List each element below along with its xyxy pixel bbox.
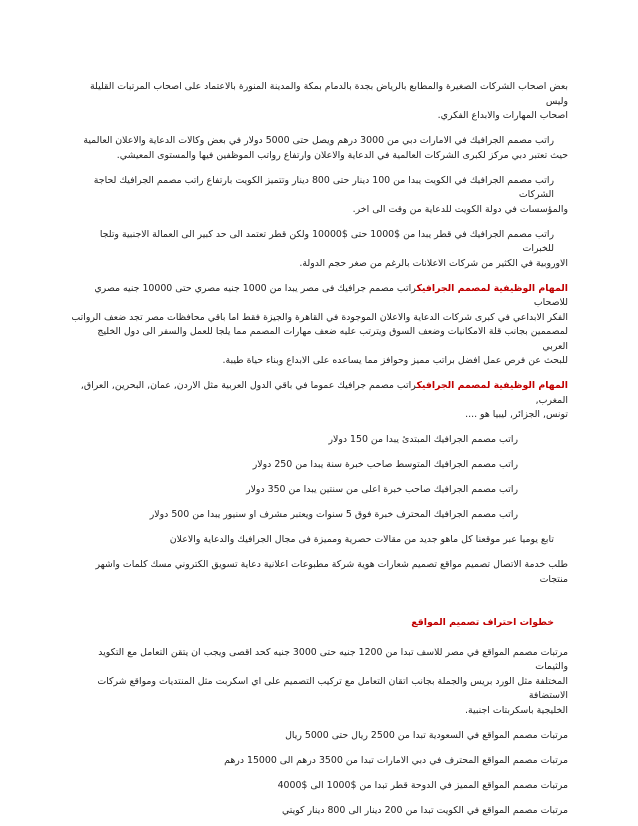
text-line: مرتبات مصمم المواقع في السعودية تبدا من 2500 ريال حتى 5000 ريال (285, 729, 568, 741)
paragraph-qatar-salary (70, 228, 568, 272)
text-line: مرتبات مصمم المواقع في الكويت تبدا من 200 دينار الى 800 دينار كويتي (281, 804, 568, 816)
egypt-line1: راتب مصمم جرافيك فى مصر يبدا من 1000 جنيه مصري حتى 10000 جنيه مصري للاصحاب (94, 282, 568, 308)
web-salary-qatar (70, 779, 568, 794)
paragraph-kuwait-salary (70, 174, 568, 218)
text-line: تونس, الجزائر, ليبيا هو .... (465, 409, 568, 420)
text-line: الاوروبية في الكثير من شركات الاعلانات بالرغم من صغر حجم الدولة. (299, 257, 568, 269)
text-line: راتب مصمم الجرافيك صاحب خبرة اعلى من سنتين يبدا من 350 دولار (246, 484, 518, 495)
salary-level-1 (70, 433, 568, 448)
text-line: اصحاب المهارات والابداع الفكري. (437, 110, 568, 121)
web-salary-saudi (70, 729, 568, 744)
text-line: حيث تعتبر دبي مركز لكبرى الشركات العالمية في الدعاية والاعلان وارتفاع رواتب الموظفين فيها والمستوى المعيشي. (116, 149, 568, 161)
text-line: مرتبات مصمم المواقع المميز في الدوحة قطر تبدا من $1000 الى $4000 (277, 779, 568, 791)
text-line: راتب مصمم الجرافيك في الكويت يبدا من 100 دينار حتى 800 دينار وتتميز الكويت بارتفاع راتب مصمم الجرافيك لحاجة الشركات (93, 174, 554, 200)
text-line: تابع يوميا عبر موقعنا كل ماهو جديد من مقالات حصرية ومميزة فى مجال الجرافيك والدعاية والاعلان (169, 534, 554, 545)
salary-level-4 (70, 508, 568, 523)
web-design-section-title: خطوات احتراف تصميم المواقع (411, 617, 554, 628)
text-line: بعض اصحاب الشركات الصغيرة والمطابع بالرياض بجدة بالدمام بمكة والمدينة المنورة بالاعتماد على اصحاب المرتبات القليلة وليس (89, 81, 568, 107)
text-line: لمصممين بجانب قلة الامكانيات وضعف السوق ويترتب عليه ضعف مهارات المصمم مما يلجا للعمل والسفر الى دول الخليج العربي (97, 326, 568, 352)
text-line (70, 282, 568, 311)
text-line: راتب مصمم الجرافيك المتوسط صاحب خبرة سنة يبدا من 250 دولار (252, 459, 518, 470)
salary-level-2 (70, 458, 568, 473)
text-line: للبحث عن فرص عمل افضل براتب مميز وحوافز مما يساعده على الابداع وبناء حياة طيبة. (222, 355, 568, 366)
text-line: راتب مصمم الجرافيك في قطر يبدا من $1000 حتى $10000 ولكن قطر تعتمد الى حد كبير الى العمالة الاجنبية وتلجا للخبرات (99, 228, 554, 254)
salary-level-3 (70, 483, 568, 498)
text-line: مرتبات مصمم المواقع المحترف في دبي الامارات تبدا من 3500 درهم الى 15000 درهم (224, 754, 568, 766)
text-line: راتب مصمم الجرافيك المبتدئ يبدا من 150 دولار (328, 434, 518, 445)
text-line: الخليجية باسكربتات اجنبية. (465, 704, 568, 716)
paragraph-arab-salary (70, 379, 568, 423)
web-salary-kuwait (70, 804, 568, 819)
paragraph-egypt-web-salary (70, 646, 568, 719)
text-line: راتب مصمم الجرافيك المحترف خبرة فوق 5 سنوات ويعتبر مشرف او سنيور يبدا من 500 دولار (149, 509, 518, 520)
arab-line1: راتب مصمم جرافيك عموما في باقي الدول العربية مثل الاردن, عمان, البحرين, العراق, المغرب, (80, 380, 568, 406)
paragraph-uae-salary (70, 134, 568, 163)
order-service-line (70, 558, 568, 587)
text-line: الفكر الابداعي في كبرى شركات الدعاية والاعلان الموجودة في القاهرة والجيزة فقط اما باقي محافظات مصر تجد ضعف الرواتب (71, 311, 568, 323)
text-line: طلب خدمة الاتصال تصميم مواقع تصميم شعارات هوية شركة مطبوعات اعلانية دعاية تسويق الكتروني مسك كلمات واشهر منتجات (95, 559, 568, 585)
paragraph-egypt-salary (70, 282, 568, 369)
text-line (70, 379, 568, 408)
text-line: والمؤسسات في دولة الكويت للدعاية من وقت الى اخر. (352, 203, 568, 215)
web-salary-uae (70, 754, 568, 769)
text-line: مرتبات مصمم المواقع في مصر للاسف تبدا من 1200 جنيه حتى 3000 جنيه كحد اقصى ويجب ان يتقن التعامل مع التكويد والثيمات (98, 646, 568, 672)
follow-line (70, 533, 568, 548)
text-line: راتب مصمم الجرافيك في الامارات دبي من 3000 درهم ويصل حتى 5000 دولار في بعض وكالات الدعاية والاعلان العالمية (83, 135, 554, 146)
egypt-heading: المهام الوظيفية لمصمم الجرافيك (416, 282, 568, 294)
text-line: المختلفة مثل الورد بريس والجملة بجانب اتقان التعامل مع تركيب التصميم على اي اسكربت مثل المنتديات ومواقع شركات الاستضافة (97, 675, 568, 701)
arab-heading: المهام الوظيفية لمصمم الجرافيك (416, 380, 568, 391)
paragraph-saudi-companies (70, 80, 568, 124)
